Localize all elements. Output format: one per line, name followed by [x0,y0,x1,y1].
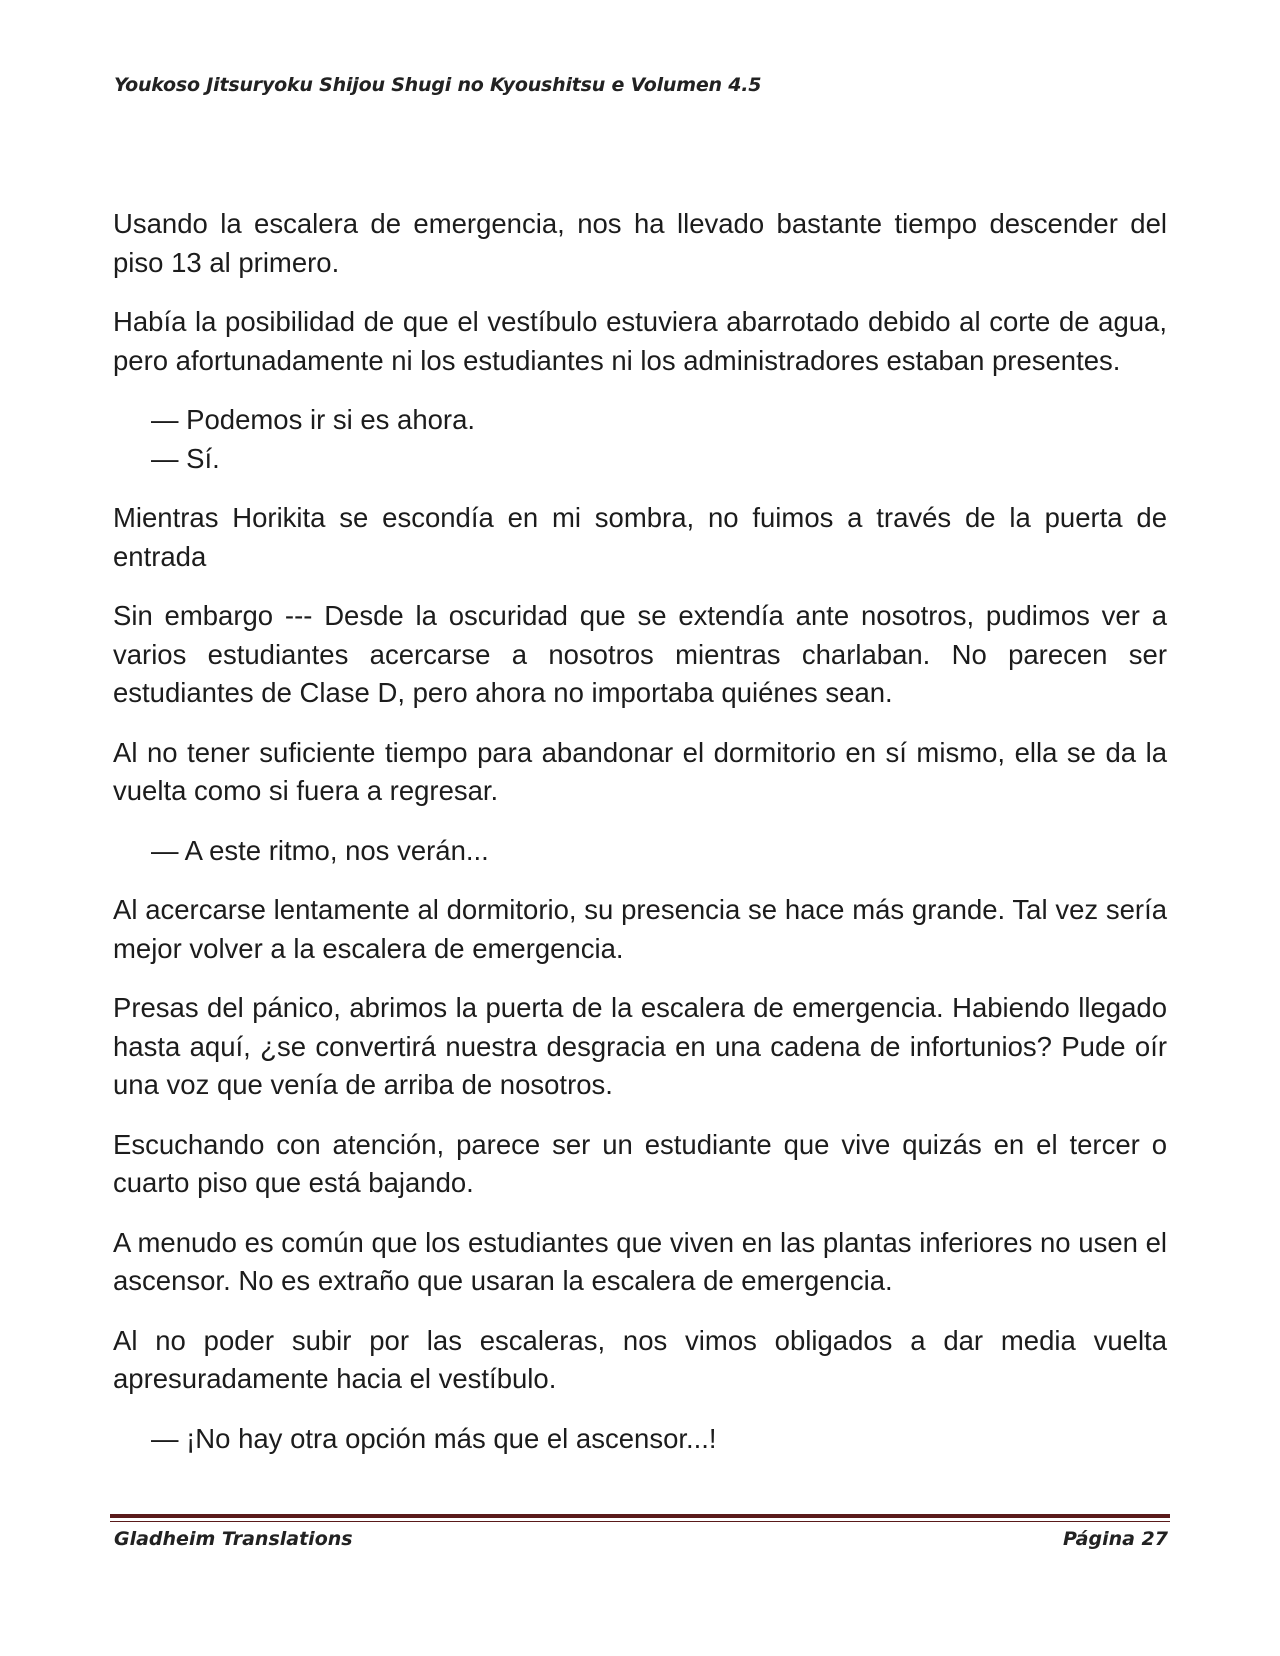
paragraph: Al no poder subir por las escaleras, nos vimos obligados a dar media vuelta apresuradamente hacia el vestíbulo. [113,1324,1167,1394]
page-body [113,205,1167,1479]
paragraph: Al no tener suficiente tiempo para abandonar el dormitorio en sí mismo, ella se da la vuelta como si fuera a regresar. [113,736,1167,806]
paragraph: Presas del pánico, abrimos la puerta de la escalera de emergencia. Habiendo llegado hasta aquí, ¿se convertirá nuestra desgracia en una cadena de infortunios? Pude oír una voz que venía de arriba de nosotros. [113,992,1167,1100]
footer-divider [110,1514,1170,1518]
dialogue-line: — Sí. [151,442,220,474]
dialogue-block [113,401,1167,478]
dialogue-block [113,1420,1167,1459]
paragraph: Sin embargo --- Desde la oscuridad que se extendía ante nosotros, pudimos ver a varios estudiantes acercarse a nosotros mientras charlaban. No parecen ser estudiantes de Clase D, pero ahora no importaba quiénes sean. [113,600,1167,708]
paragraph: Escuchando con atención, parece ser un estudiante que vive quizás en el tercer o cuarto piso que está bajando. [113,1128,1167,1198]
paragraph: A menudo es común que los estudiantes que viven en las plantas inferiores no usen el ascensor. No es extraño que usaran la escalera de emergencia. [113,1226,1167,1296]
running-header: Youkoso Jitsuryoku Shijou Shugi no Kyoushitsu e Volumen 4.5 [114,74,762,96]
dialogue-line: — ¡No hay otra opción más que el ascensor...! [151,1422,717,1454]
footer-divider-thin [110,1521,1170,1522]
page-number: Página 27 [1062,1528,1168,1550]
paragraph: Usando la escalera de emergencia, nos ha llevado bastante tiempo descender del piso 13 al primero. [113,208,1167,278]
paragraph: Había la posibilidad de que el vestíbulo estuviera abarrotado debido al corte de agua, pero afortunadamente ni los estudiantes ni los administradores estaban presentes. [113,306,1167,376]
dialogue-line: — Podemos ir si es ahora. [151,404,476,435]
dialogue-line: — A este ritmo, nos verán... [151,834,489,866]
dialogue-block [113,832,1167,871]
paragraph: Mientras Horikita se escondía en mi sombra, no fuimos a través de la puerta de entrada [113,502,1167,572]
footer-credit: Gladheim Translations [114,1528,353,1550]
paragraph: Al acercarse lentamente al dormitorio, su presencia se hace más grande. Tal vez sería mejor volver a la escalera de emergencia. [113,894,1167,964]
